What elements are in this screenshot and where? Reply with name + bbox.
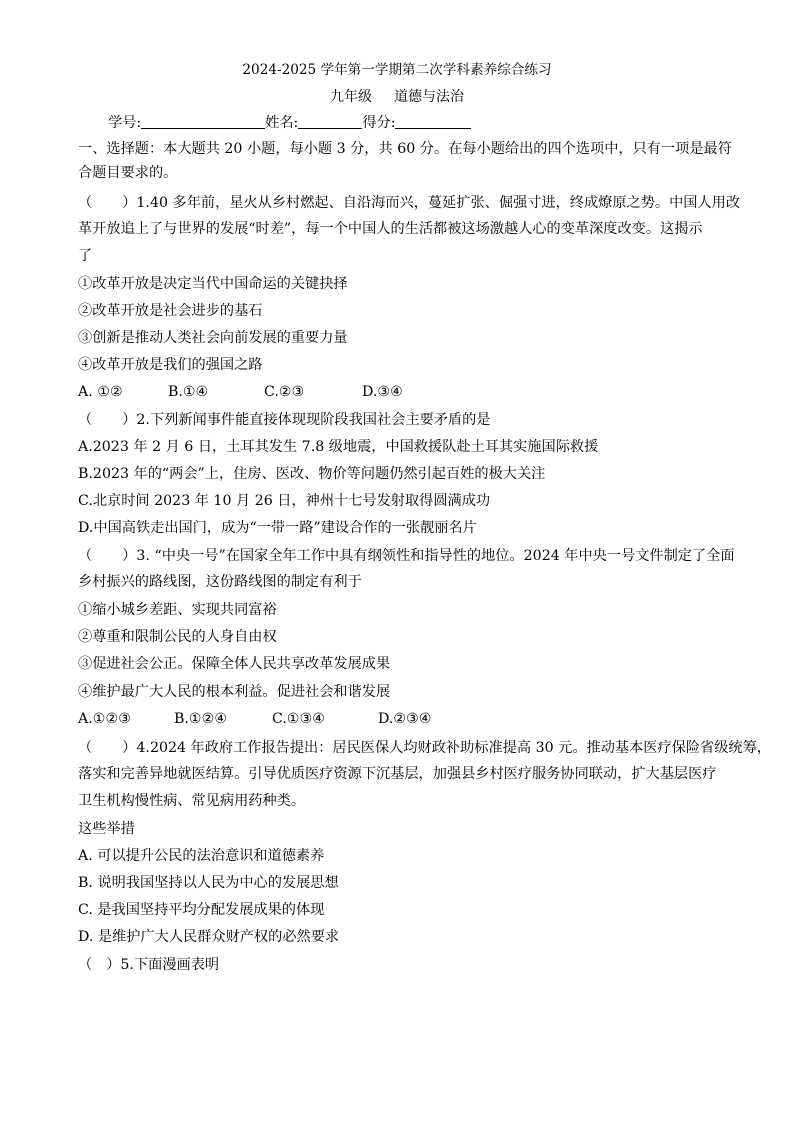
q4-option-d[interactable]: D. 是维护广大人民群众财产权的必然要求 xyxy=(78,929,340,945)
q1-answer-paren-open: （ xyxy=(78,195,93,211)
q1-item-1: ①改革开放是决定当代中国命运的关键抉择 xyxy=(78,276,348,292)
q1-stem-line-1 xyxy=(78,194,740,212)
q2-option-c[interactable]: C.北京时间 2023 年 10 月 26 日，神州十七号发射取得圆满成功 xyxy=(78,493,491,509)
q5-answer-paren-open: （ xyxy=(78,957,93,973)
q4-stem-line-1 xyxy=(78,739,771,757)
q4-answer-paren-open: （ xyxy=(78,740,93,756)
q3-item-1: ①缩小城乡差距、实现共同富裕 xyxy=(78,602,277,618)
q3-answer-paren-open: （ xyxy=(78,548,93,564)
q1-options xyxy=(78,383,403,401)
q2-stem xyxy=(78,411,490,429)
q2-answer-paren-close: ） xyxy=(122,412,137,428)
q4-option-c[interactable]: C. 是我国坚持平均分配发展成果的体现 xyxy=(78,902,325,918)
grade-label: 九年级 xyxy=(330,89,372,105)
score-field[interactable] xyxy=(395,114,471,129)
q4-answer-paren-close: ） xyxy=(122,740,137,756)
q5-answer-paren-close: ） xyxy=(106,957,121,973)
q4-stem-line-3: 卫生机构慢性病、常见病用药种类。 xyxy=(78,793,306,809)
q1-option-b[interactable]: B.①④ xyxy=(168,384,209,400)
score-label: 得分: xyxy=(362,115,396,131)
q3-option-c[interactable]: C.①③④ xyxy=(272,711,326,727)
q3-options xyxy=(78,710,432,728)
q3-stem-line-1 xyxy=(78,547,735,565)
q2-option-a[interactable]: A.2023 年 2 月 6 日，土耳其发生 7.8 级地震，中国救援队赴土耳其实施国际救援 xyxy=(78,439,599,455)
q1-item-4: ④改革开放是我们的强国之路 xyxy=(78,357,263,373)
q3-item-4: ④维护最广大人民的根本利益。促进社会和谐发展 xyxy=(78,684,391,700)
q5-stem-text: 5.下面漫画表明 xyxy=(120,957,220,973)
student-name-label: 姓名: xyxy=(265,115,299,131)
section-instruction-line-1: 一、选择题：本大题共 20 小题，每小题 3 分，共 60 分。在每小题给出的四个选项中，只有一项是最符 xyxy=(78,141,732,157)
exam-title: 2024-2025 学年第一学期第二次学科素养综合练习 xyxy=(242,62,552,78)
q3-option-b[interactable]: B.①②④ xyxy=(174,711,228,727)
q2-stem-text: 2.下列新闻事件能直接体现现阶段我国社会主要矛盾的是 xyxy=(136,412,491,428)
q4-stem-line-4: 这些举措 xyxy=(78,821,135,837)
q1-answer-paren-close: ） xyxy=(122,195,137,211)
q1-option-c[interactable]: C.②③ xyxy=(264,384,305,400)
q3-item-3: ③促进社会公正。保障全体人民共享改革发展成果 xyxy=(78,656,391,672)
q1-item-3: ③创新是推动人类社会向前发展的重要力量 xyxy=(78,330,348,346)
grade-subject-line xyxy=(0,86,794,106)
student-id-label: 学号: xyxy=(108,115,142,131)
q4-option-a[interactable]: A. 可以提升公民的法治意识和道德素养 xyxy=(78,848,325,864)
subject-label: 道德与法治 xyxy=(394,89,464,105)
q4-option-b[interactable]: B. 说明我国坚持以人民为中心的发展思想 xyxy=(78,875,339,891)
q4-stem-text: 4.2024 年政府工作报告提出：居民医保人均财政补助标准提高 30 元。推动基本医疗保险省级统筹， xyxy=(136,740,771,756)
student-info-line xyxy=(108,112,471,132)
q1-stem-text: 1.40 多年前，星火从乡村燃起、自沿海而兴，蔓延扩张、倔强寸进，终成燎原之势。中国人用改 xyxy=(136,195,741,211)
student-name-field[interactable] xyxy=(298,114,362,129)
q3-answer-paren-close: ） xyxy=(122,548,137,564)
q1-stem-line-3: 了 xyxy=(78,248,93,264)
q3-item-2: ②尊重和限制公民的人身自由权 xyxy=(78,629,277,645)
q2-option-d[interactable]: D.中国高铁走出国门，成为“一带一路”建设合作的一张靓丽名片 xyxy=(78,520,477,536)
q4-stem-line-2: 落实和完善异地就医结算。引导优质医疗资源下沉基层，加强县乡村医疗服务协同联动，扩大基层医疗 xyxy=(78,766,717,782)
q1-stem-line-2: 革开放追上了与世界的发展“时差”，每一个中国人的生活都被这场激越人心的变革深度改变。这揭示 xyxy=(78,221,703,237)
q2-answer-paren-open: （ xyxy=(78,412,93,428)
q1-option-d[interactable]: D.③④ xyxy=(362,384,403,400)
q3-option-a[interactable]: A.①②③ xyxy=(78,711,131,727)
q1-option-a[interactable]: A. ①② xyxy=(78,384,123,400)
q1-item-2: ②改革开放是社会进步的基石 xyxy=(78,303,263,319)
q5-stem xyxy=(78,956,219,974)
q2-option-b[interactable]: B.2023 年的“两会”上，住房、医改、物价等问题仍然引起百姓的极大关注 xyxy=(78,466,546,482)
q3-stem-line-2: 乡村振兴的路线图，这份路线图的制定有利于 xyxy=(78,574,362,590)
q3-stem-text: 3. “中央一号”在国家全年工作中具有纲领性和指导性的地位。2024 年中央一号文件制定了全面 xyxy=(136,548,735,564)
section-instruction-line-2: 合题目要求的。 xyxy=(78,165,178,181)
q3-option-d[interactable]: D.②③④ xyxy=(378,711,432,727)
student-id-field[interactable] xyxy=(141,114,265,129)
